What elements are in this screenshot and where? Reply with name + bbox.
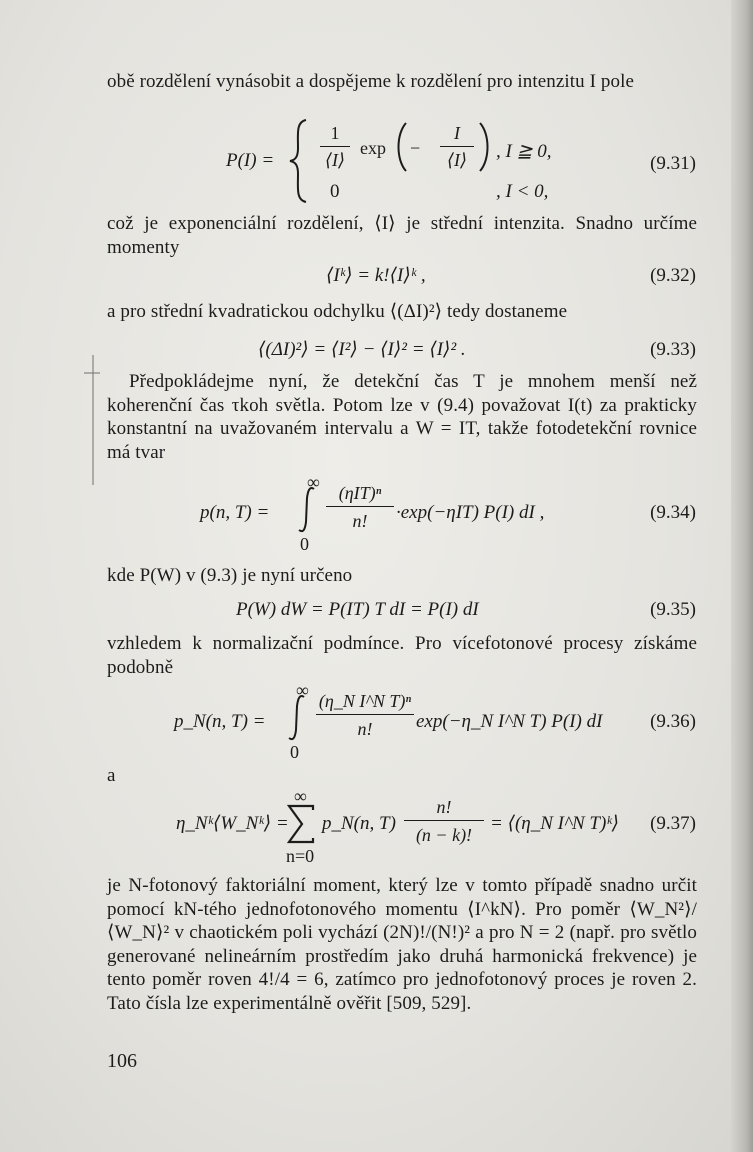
paragraph-2: což je exponenciální rozdělení, ⟨I⟩ je střední intenzita. Snadno určíme momenty [107, 213, 697, 258]
eq931-exp: exp [360, 138, 386, 158]
eq932-number: (9.32) [650, 265, 696, 286]
eq935-number: (9.35) [650, 599, 696, 620]
eq931-inner-num: I [454, 123, 460, 143]
eq936-den: n! [357, 719, 373, 739]
eq931-frac-bar [320, 146, 350, 147]
eq931-zero: 0 [330, 181, 340, 202]
eq937-den: (n − k)! [415, 825, 473, 845]
eq931-cond1: , I ≧ 0, [496, 141, 552, 162]
eq937-mid: p_N(n, T) [322, 813, 396, 834]
eq934-rest: ·exp(−ηIT) P(I) dI , [396, 502, 545, 523]
eq931-frac-num: 1 [330, 123, 340, 143]
eq934-lower: 0 [300, 534, 309, 554]
eq931-inner-den: ⟨I⟩ [446, 150, 468, 170]
eq934-upper: ∞ [307, 472, 320, 492]
eq936-lower: 0 [290, 742, 299, 762]
eq934-lhs: p(n, T) = [200, 502, 270, 523]
paragraph-7: a [107, 765, 116, 786]
page-edge-shadow [731, 0, 753, 1152]
eq937-lhs: η_Nᵏ⟨W_Nᵏ⟩ = [176, 813, 289, 834]
eq936-number: (9.36) [650, 711, 696, 732]
equation-9-33: ⟨(ΔI)²⟩ = ⟨I²⟩ − ⟨I⟩² = ⟨I⟩² . [258, 339, 466, 360]
left-brace-icon [288, 118, 310, 204]
eq937-upper: ∞ [294, 786, 307, 806]
eq931-cond2: , I < 0, [496, 181, 549, 202]
equation-9-35: P(W) dW = P(IT) T dI = P(I) dI [236, 599, 479, 620]
equation-9-32: ⟨Iᵏ⟩ = k!⟨I⟩ᵏ , [326, 265, 426, 286]
summation-icon [286, 804, 316, 844]
eq937-num: n! [436, 797, 452, 817]
paragraph-3: a pro střední kvadratickou odchylku ⟨(ΔI)²⟩ tedy dostaneme [107, 301, 568, 322]
eq937-lower: n=0 [286, 846, 315, 866]
eq931-inner-bar [440, 146, 474, 147]
eq934-num: (ηIT)ⁿ [338, 483, 382, 503]
integral-icon [296, 486, 318, 534]
paragraph-1: obě rozdělení vynásobit a dospějeme k rozdělení pro intenzitu I pole [107, 71, 635, 92]
paragraph-5: kde P(W) v (9.3) je nyní určeno [107, 565, 353, 586]
eq937-bar [404, 820, 484, 821]
eq937-rest: = ⟨(η_N I^N T)ᵏ⟩ [490, 813, 620, 834]
eq931-lhs: P(I) = [226, 150, 275, 171]
page-number: 106 [107, 1050, 137, 1072]
paragraph-6: vzhledem k normalizační podmínce. Pro vícefotonové procesy získáme podobně [107, 633, 697, 678]
eq936-lhs: p_N(n, T) = [174, 711, 266, 732]
margin-mark [92, 355, 94, 485]
paragraph-4: Předpokládejme nyní, že detekční čas T je mnohem menší než koherenční čas τkoh světla. Potom lze v (9.4) považovat I(t) za prakticky konstantní na uvažovaném intervalu a W = IT, takže fotodetekční rovnice má tvar [107, 371, 697, 463]
eq936-rest: exp(−η_N I^N T) P(I) dI [416, 711, 603, 732]
eq933-number: (9.33) [650, 339, 696, 360]
eq937-number: (9.37) [650, 813, 696, 834]
eq931-number: (9.31) [650, 153, 696, 174]
eq931-frac-den: ⟨I⟩ [324, 150, 346, 170]
integral-icon [286, 694, 308, 742]
right-paren-icon [478, 122, 492, 172]
left-paren-icon [394, 122, 408, 172]
paragraph-8: je N-fotonový faktoriální moment, který lze v tomto případě snadno určit pomocí kN-tého jednofotonového momentu ⟨I^kN⟩. Pro poměr ⟨W_N²⟩/⟨W_N⟩² v chaotickém poli vychází (2N)!/(N!)² a pro N = 2 (např. pro světlo generované nelineárním prostředím jako druhá harmonická frekvence) je tento poměr roven 4!/4 = 6, zatímco pro jednofotonový proces je roven 2. Tato čísla lze experimentálně ověřit [509, 529]. [107, 875, 697, 1014]
eq936-upper: ∞ [296, 680, 309, 700]
margin-mark [84, 372, 100, 374]
eq931-minus: − [410, 138, 421, 158]
eq934-bar [326, 506, 394, 507]
eq936-num: (η_N I^N T)ⁿ [318, 691, 412, 711]
eq934-number: (9.34) [650, 502, 696, 523]
eq936-bar [316, 714, 414, 715]
eq934-den: n! [352, 511, 368, 531]
